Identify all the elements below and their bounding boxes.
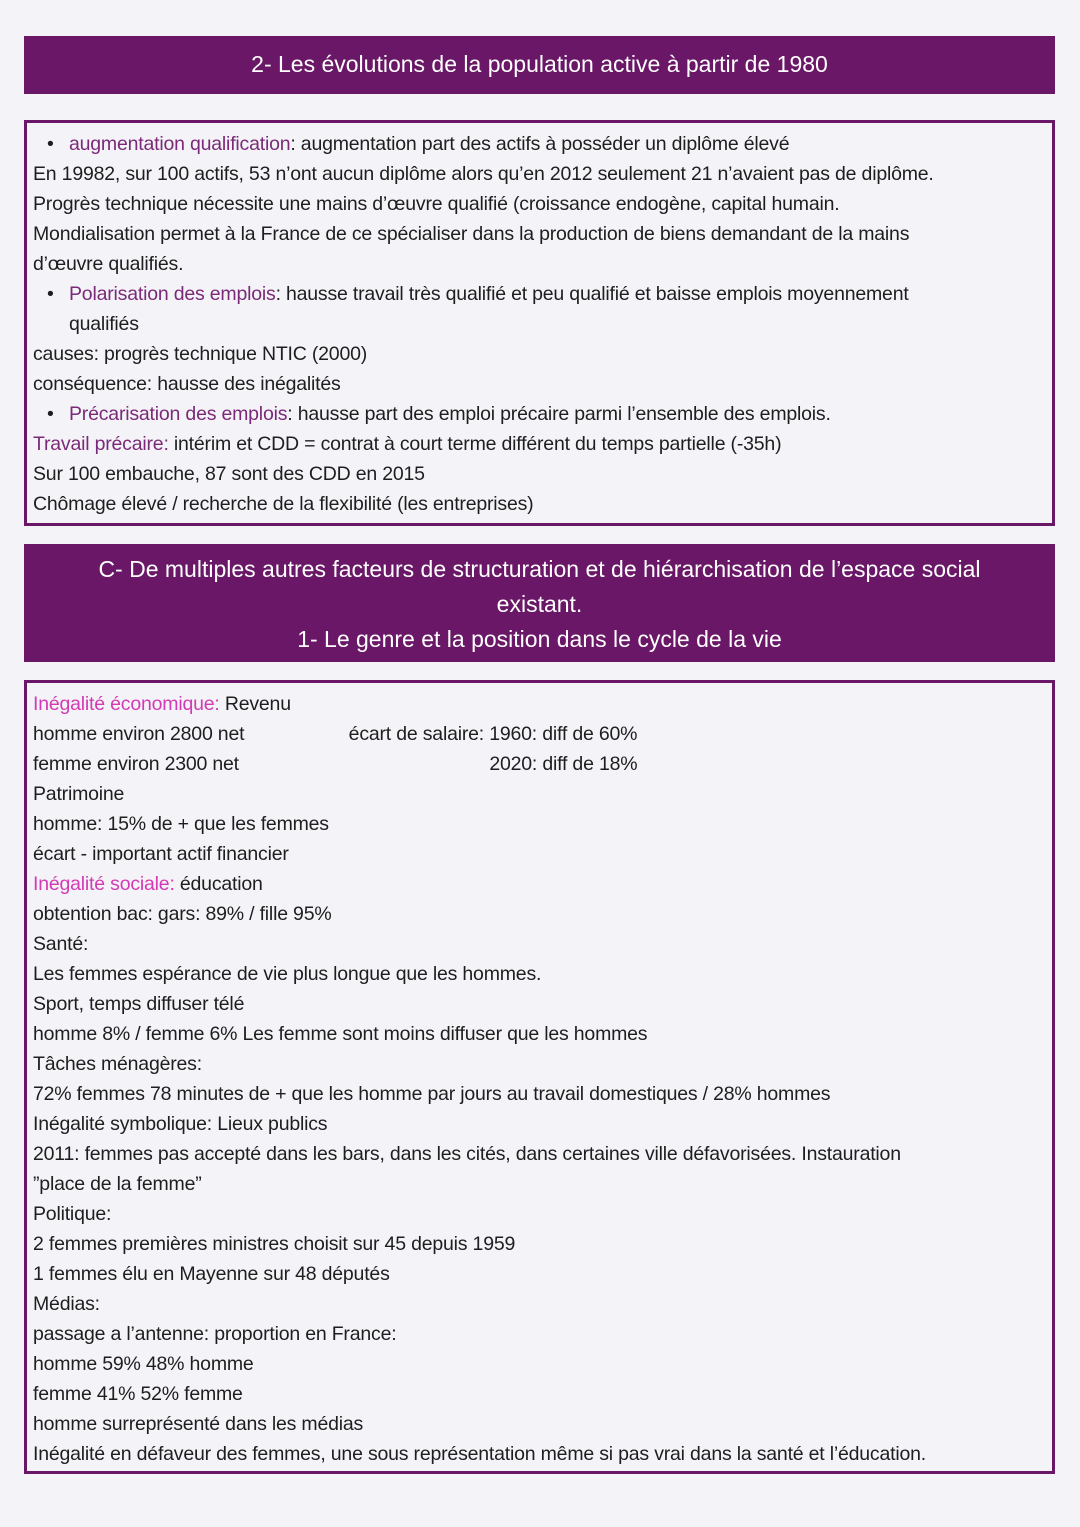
text-line [33,1289,1052,1319]
text-line [33,309,1052,339]
line-text: homme 59% 48% homme [33,1353,254,1375]
highlight-label: Précarisation des emplois [69,403,288,425]
line-text: 2011: femmes pas accepté dans les bars, dans les cités, dans certaines ville défavorisées. Instauration [33,1143,901,1165]
text-line [33,989,1052,1019]
text-line [33,749,1052,779]
text-line [33,839,1052,869]
line-text: : hausse travail très qualifié et peu qualifié et baisse emplois moyennement [275,283,909,305]
line-text: Mondialisation permet à la France de ce spécialiser dans la production de biens demandant de la mains [33,223,910,245]
line-text: intérim et CDD = contrat à court terme différent du temps partielle (-35h) [168,433,782,455]
section-title: 2- Les évolutions de la population active à partir de 1980 [251,51,828,77]
text-line [33,779,1052,809]
section-title-line: existant. [496,591,583,617]
line-text: Sur 100 embauche, 87 sont des CDD en 2015 [33,463,425,485]
text-line [33,899,1052,929]
highlight-label: augmentation qualification [69,133,291,155]
bullet-item [33,279,1052,309]
text-line [33,1349,1052,1379]
line-text: Patrimoine [33,783,125,805]
text-line [33,1259,1052,1289]
line-text: Tâches ménagères: [33,1053,202,1075]
line-text: éducation [174,873,263,895]
highlight-label: Polarisation des emplois [69,283,276,305]
line-text: passage a l’antenne: proportion en France: [33,1323,397,1345]
text-line [33,1199,1052,1229]
line-text: conséquence: hausse des inégalités [33,373,341,395]
text-line [33,1319,1052,1349]
line-text: ”place de la femme” [33,1173,202,1195]
line-text: : augmentation part des actifs à posséder un diplôme élevé [290,133,790,155]
section-title-line: C- De multiples autres facteurs de structuration et de hiérarchisation de l’espace social [98,556,981,582]
section-header-facteurs [24,544,1055,662]
text-line [33,189,1052,219]
text-line [33,249,1052,279]
line-text: causes: progrès technique NTIC (2000) [33,343,368,365]
line-text: Chômage élevé / recherche de la flexibilité (les entreprises) [33,493,534,515]
line-text: 2 femmes premières ministres choisit sur 45 depuis 1959 [33,1233,516,1255]
line-text: Sport, temps diffuser télé [33,993,245,1015]
section-header-population-active [24,36,1055,94]
text-line [33,689,1052,719]
line-text: d’œuvre qualifiés. [33,253,184,275]
line-text: qualifiés [69,313,139,335]
line-text: obtention bac: gars: 89% / fille 95% [33,903,332,925]
text-line [33,809,1052,839]
highlight-label: Travail précaire: [33,433,169,455]
line-text: Inégalité symbolique: Lieux publics [33,1113,328,1135]
text-line [33,1109,1052,1139]
text-line [33,1019,1052,1049]
highlight-label: Inégalité économique: [33,693,220,715]
line-text: homme: 15% de + que les femmes [33,813,329,835]
bullet-item [33,129,1052,159]
text-line [33,869,1052,899]
content-box-population-active [24,120,1055,526]
text-line [33,1139,1052,1169]
line-text: : hausse part des emploi précaire parmi l’ensemble des emplois. [287,403,831,425]
bullet-item [33,399,1052,429]
text-line [33,219,1052,249]
line-text: Politique: [33,1203,112,1225]
text-line [33,1049,1052,1079]
content-box-genre [24,680,1055,1474]
text-line [33,1079,1052,1109]
text-line [33,429,1052,459]
text-line [33,1379,1052,1409]
text-line [33,1229,1052,1259]
line-text: femme environ 2300 net 2020: diff de 18% [33,753,638,775]
line-text: Inégalité en défaveur des femmes, une sous représentation même si pas vrai dans la santé et l’éducation. [33,1443,926,1465]
text-line [33,159,1052,189]
text-line [33,929,1052,959]
line-text: 72% femmes 78 minutes de + que les homme par jours au travail domestiques / 28% hommes [33,1083,831,1105]
text-line [33,1439,1052,1469]
line-text: femme 41% 52% femme [33,1383,243,1405]
section-subtitle: 1- Le genre et la position dans le cycle de la vie [297,626,782,652]
line-text: En 19982, sur 100 actifs, 53 n’ont aucun diplôme alors qu’en 2012 seulement 21 n’avaient pas de diplôme. [33,163,934,185]
line-text: Progrès technique nécessite une mains d’œuvre qualifié (croissance endogène, capital humain. [33,193,840,215]
line-text: homme environ 2800 net écart de salaire: 1960: diff de 60% [33,723,638,745]
text-line [33,1169,1052,1199]
line-text: Revenu [219,693,291,715]
text-line [33,369,1052,399]
line-text: écart - important actif financier [33,843,289,865]
line-text: Médias: [33,1293,100,1315]
text-line [33,459,1052,489]
line-text: homme 8% / femme 6% Les femme sont moins diffuser que les hommes [33,1023,648,1045]
text-line [33,959,1052,989]
line-text: Santé: [33,933,89,955]
text-line [33,339,1052,369]
line-text: 1 femmes élu en Mayenne sur 48 députés [33,1263,390,1285]
highlight-label: Inégalité sociale: [33,873,175,895]
text-line [33,1409,1052,1439]
text-line [33,489,1052,519]
line-text: Les femmes espérance de vie plus longue que les hommes. [33,963,542,985]
text-line [33,719,1052,749]
line-text: homme surreprésenté dans les médias [33,1413,364,1435]
